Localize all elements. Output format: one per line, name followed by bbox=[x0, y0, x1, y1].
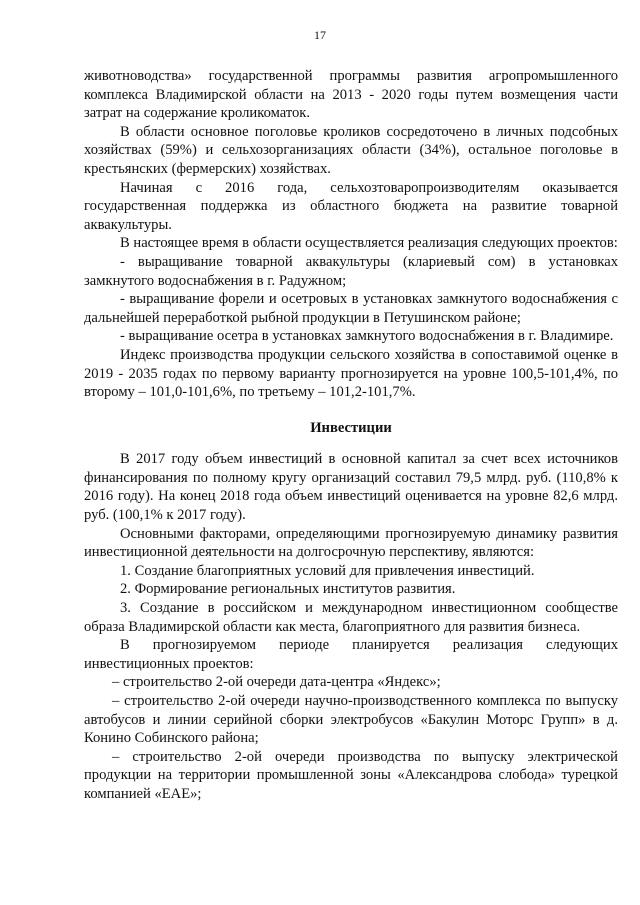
list-item-factor-3: 3. Создание в российском и международном инвестиционном сообществе образа Владимирской области как места, благоприятного для развития бизнеса. bbox=[84, 600, 618, 635]
list-item-yandex: – строительство 2-ой очереди дата-центра «Яндекс»; bbox=[112, 674, 441, 691]
list-item-factor-2: 2. Формирование региональных институтов развития. bbox=[120, 581, 456, 598]
paragraph-main-factors: Основными факторами, определяющими прогнозируемую динамику развития инвестиционной деятельности на долгосрочную перспективу, являются: bbox=[84, 525, 618, 561]
list-item-eae: – строительство 2-ой очереди производства по выпуску электрической продукции на территории промышленной зоны «Александрова слобода» турецкой компанией «EAE»; bbox=[84, 748, 618, 802]
paragraph-livestock-program: животноводства» государственной программы развития агропромышленного комплекса Владимирской области на 2013 - 2020 годы путем возмещения части затрат на содержание кроликоматок. bbox=[84, 68, 618, 122]
section-heading-investments: Инвестиции bbox=[310, 419, 392, 436]
paragraph-agriculture-index: Индекс производства продукции сельского хозяйства в сопоставимой оценке в 2019 - 2035 годах по первому варианту прогнозируется на уровне 100,5-101,4%, по второму – 101,0-101,6%, по третьему – 101,2-101,7%. bbox=[84, 346, 618, 401]
list-item-trout-sturgeon: - выращивание форели и осетровых в установках замкнутого водоснабжения с дальнейшей переработкой рыбной продукции в Петушинском районе; bbox=[84, 291, 618, 326]
list-item-sturgeon-vladimir: - выращивание осетра в установках замкнутого водоснабжения в г. Владимире. bbox=[120, 328, 614, 345]
list-item-factor-1: 1. Создание благоприятных условий для привлечения инвестиций. bbox=[120, 562, 535, 579]
list-item-catfish: - выращивание товарной аквакультуры (клариевый сом) в установках замкнутого водоснабжения в г. Радужном; bbox=[84, 253, 618, 289]
paragraph-rabbit-population: В области основное поголовье кроликов сосредоточено в личных подсобных хозяйствах (59%) и сельхозорганизациях области (34%), остальное поголовье в крестьянских (фермерских) хозяйствах. bbox=[84, 123, 618, 177]
paragraph-planned-projects: В прогнозируемом периоде планируется реализация следующих инвестиционных проектов: bbox=[84, 637, 618, 672]
page-number: 17 bbox=[314, 28, 326, 42]
paragraph-current-projects: В настоящее время в области осуществляется реализация следующих проектов: bbox=[120, 235, 618, 252]
list-item-bakulin: – строительство 2-ой очереди научно-производственного комплекса по выпуску автобусов и линии серийной сборки электробусов «Бакулин Моторс Групп» в д. Конино Собинского района; bbox=[84, 693, 618, 747]
paragraph-aquaculture-support: Начиная с 2016 года, сельхозтоваропроизводителям оказывается государственная поддержка из областного бюджета на развитие товарной аквакультуры. bbox=[84, 179, 618, 233]
paragraph-investment-volume: В 2017 году объем инвестиций в основной капитал за счет всех источников финансирования по полному кругу организаций составил 79,5 млрд. руб. (110,8% к 2016 году). На конец 2018 года объем инвестиций оценивается на уровне 82,6 млрд. руб. (100,1% к 2017 году). bbox=[84, 451, 618, 524]
document-body bbox=[84, 67, 618, 804]
